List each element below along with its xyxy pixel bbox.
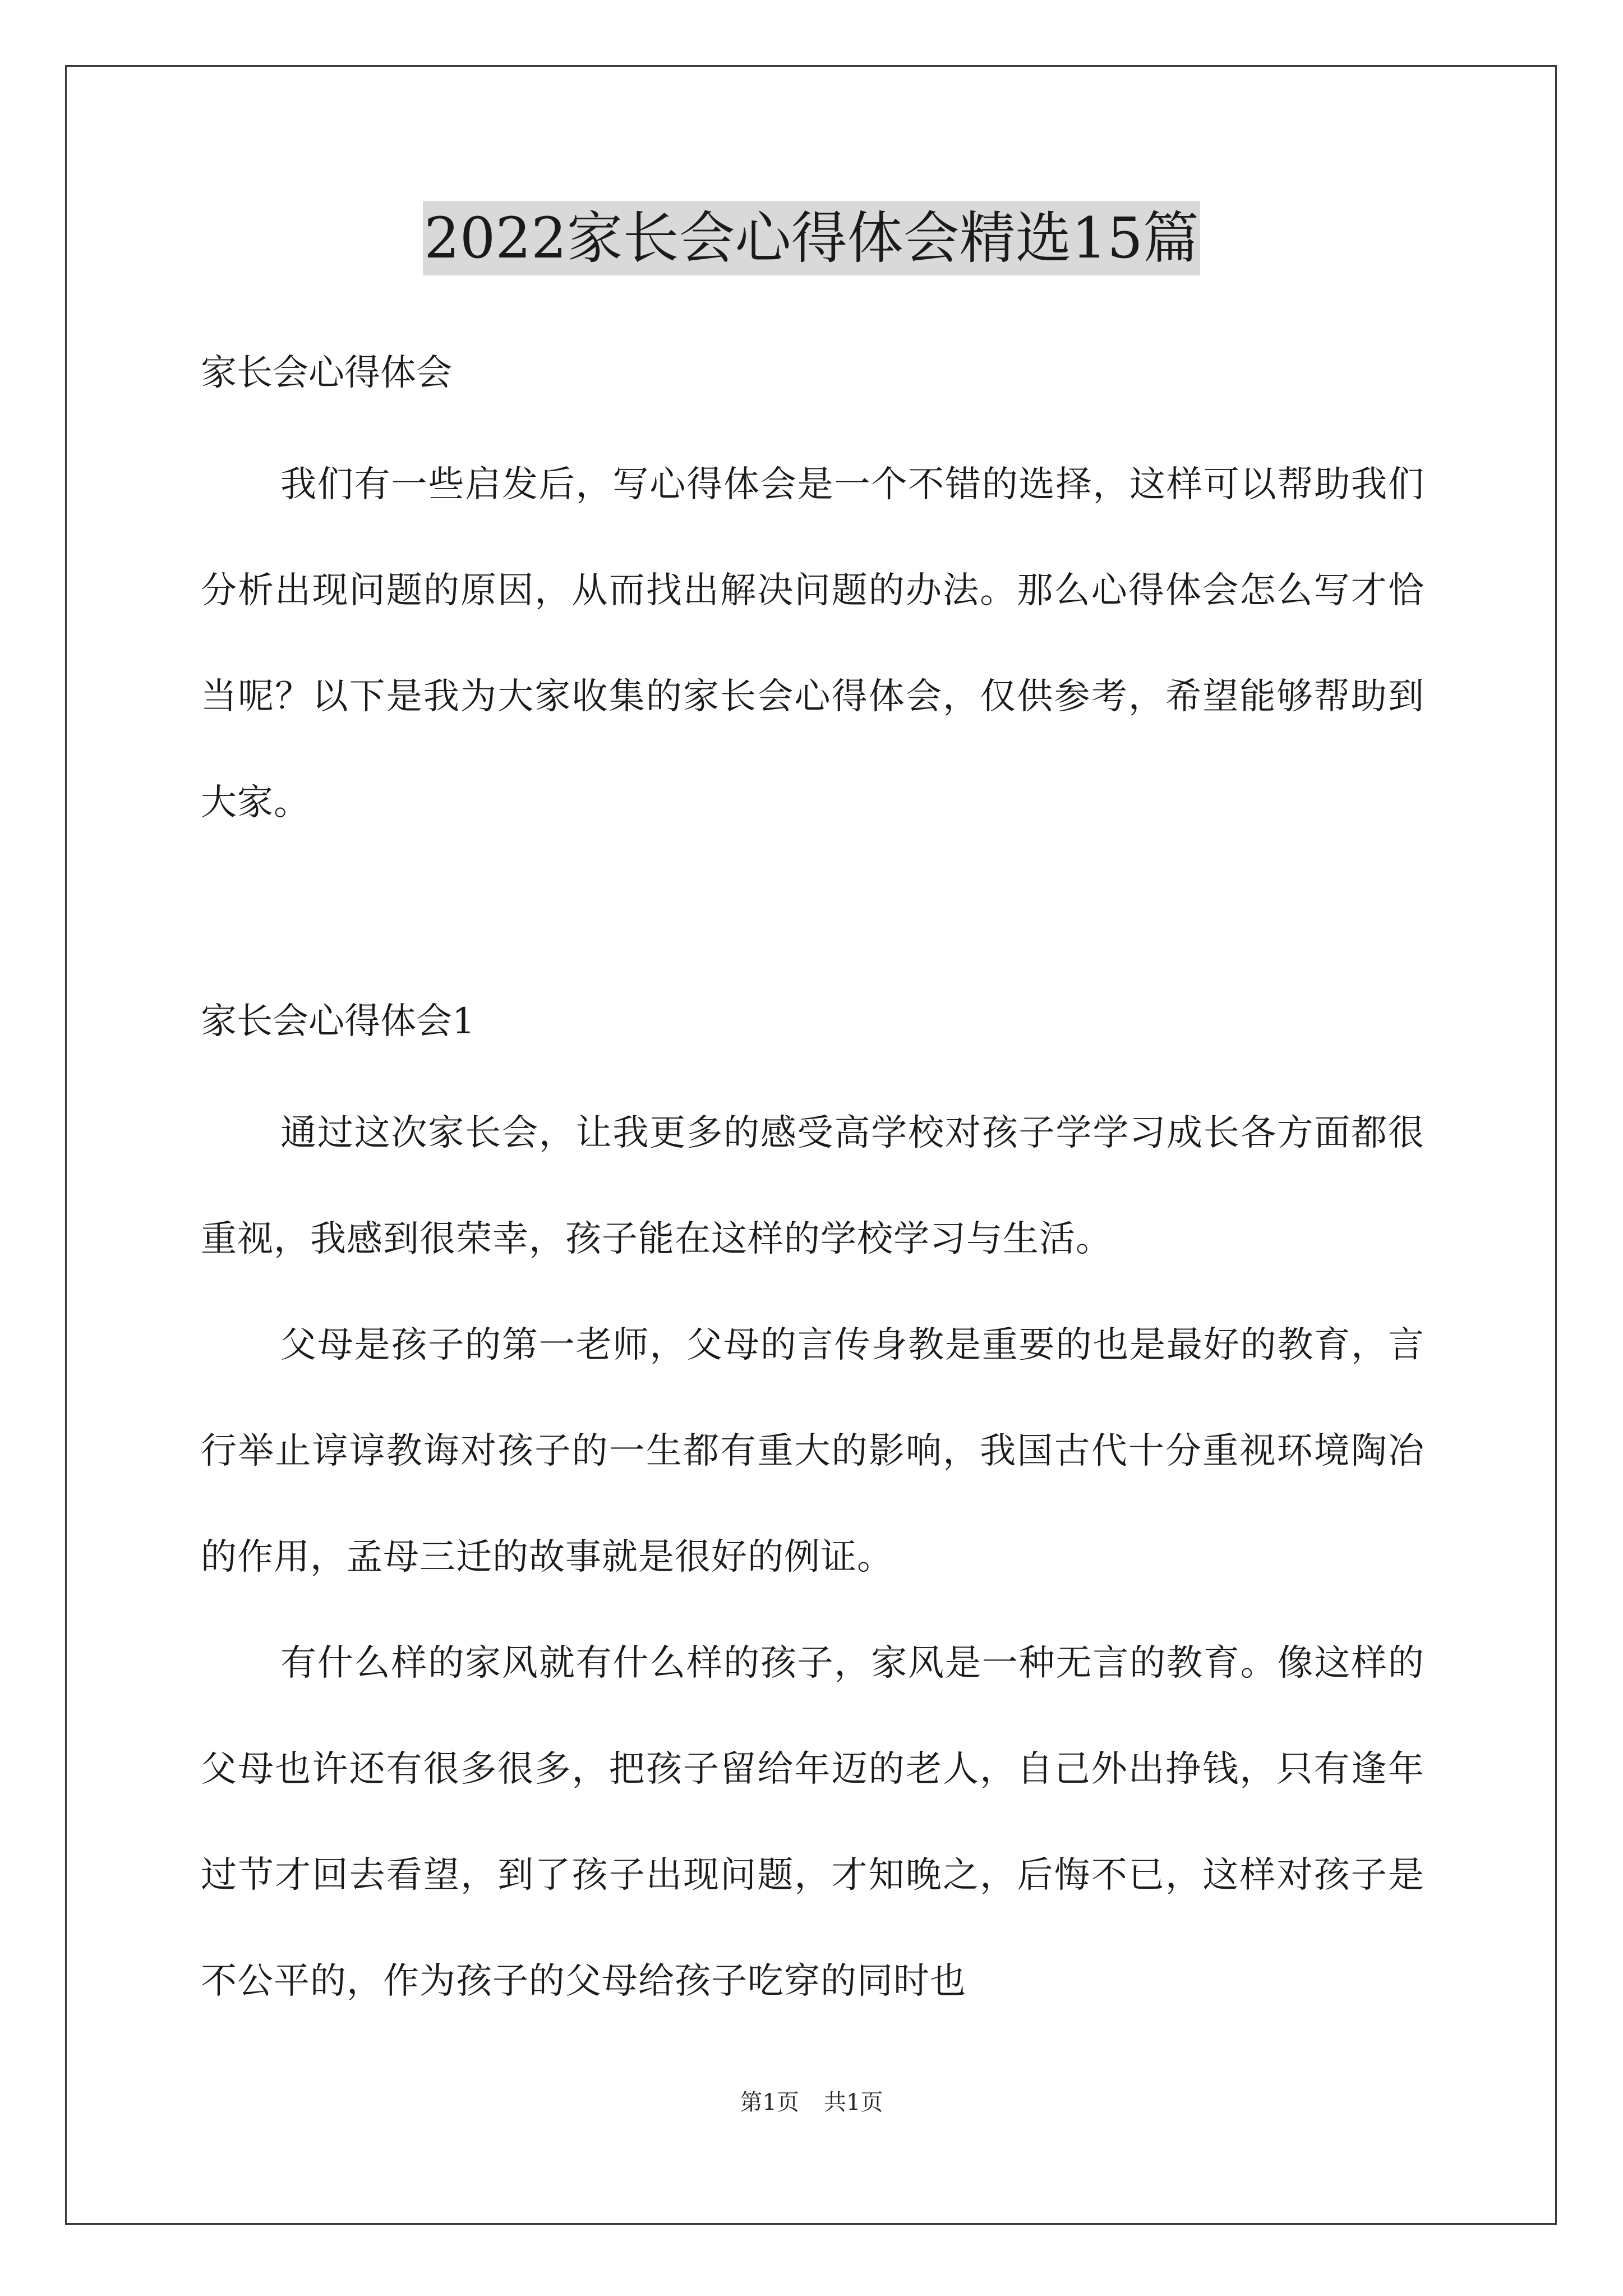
section-paragraph-1: 通过这次家长会，让我更多的感受高学校对孩子学学习成长各方面都很重视，我感到很荣幸，孩子能在这样的学校学习与生活。	[201, 1112, 1424, 1260]
section-paragraph-2: 父母是孩子的第一老师，父母的言传身教是重要的也是最好的教育，言行举止谆谆教诲对孩子的一生都有重大的影响，我国古代十分重视环境陶冶的作用，孟母三迁的故事就是很好的例证。	[201, 1324, 1424, 1578]
section-body	[201, 1080, 1424, 2035]
section-heading-block	[201, 996, 1424, 1047]
intro-section	[201, 432, 1424, 856]
page-number-current: 第1页	[740, 2090, 799, 2115]
section-paragraph-3: 有什么样的家风就有什么样的孩子，家风是一种无言的教育。像这样的父母也许还有很多很多，把孩子留给年迈的老人，自己外出挣钱，只有逢年过节才回去看望，到了孩子出现问题，才知晚之，后悔不已，这样对孩子是不公平的，作为孩子的父母给孩子吃穿的同时也	[201, 1642, 1424, 2002]
page-footer	[0, 2086, 1623, 2119]
document-title-text: 2022家长会心得体会精选15篇	[423, 201, 1200, 275]
intro-heading: 家长会心得体会	[201, 352, 452, 394]
page-number-total: 共1页	[824, 2090, 883, 2115]
document-title	[0, 196, 1623, 280]
intro-heading-block	[201, 348, 1424, 398]
intro-paragraph: 我们有一些启发后，写心得体会是一个不错的选择，这样可以帮助我们分析出现问题的原因，从而找出解决问题的办法。那么心得体会怎么写才恰当呢？以下是我为大家收集的家长会心得体会，仅供参考，希望能够帮助到大家。	[201, 464, 1424, 823]
section-heading: 家长会心得体会1	[201, 1001, 475, 1042]
